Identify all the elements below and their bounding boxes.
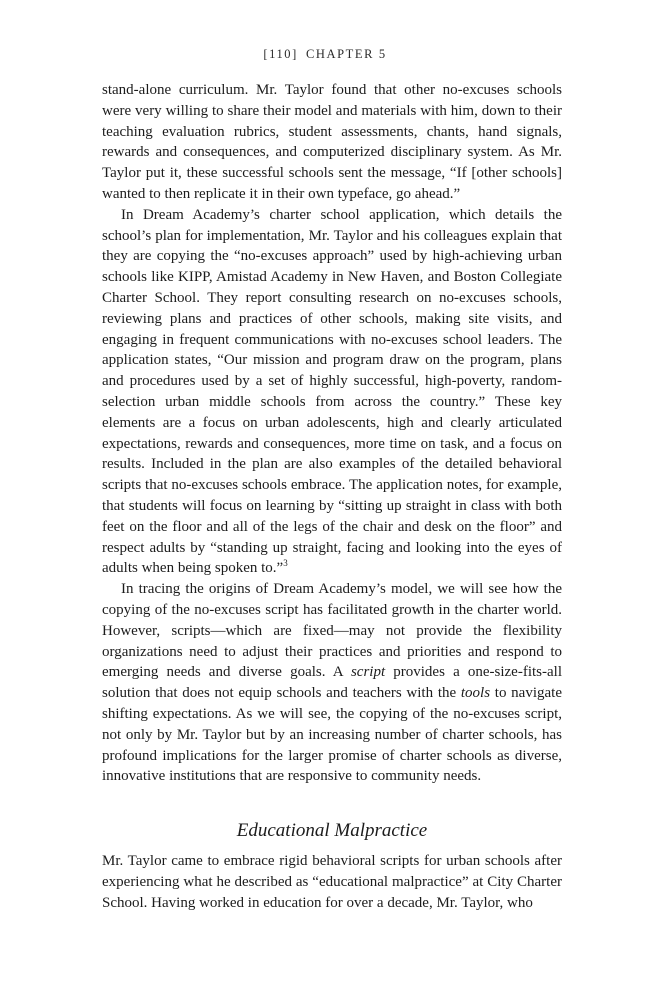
paragraph-4: Mr. Taylor came to embrace rigid behavioral scripts for urban schools after experiencing what he described as “educational malpractice” at City Charter School. Having worked in education for over a decade, Mr. Taylor, who [102,853,562,911]
page-number: [110] [263,47,298,61]
section-heading: Educational Malpractice [236,820,428,842]
paragraph-3-text-c: to navigate shifting expectations. As we will see, the copying of the no-excuses script, not only by Mr. Taylor but by an increasing number of charter schools, has profound implications for the larger promise of charter schools as diverse, innovative institutions that are responsive to community needs. [102,685,562,785]
footnote-marker: 3 [283,558,288,569]
paragraph-3 [102,579,562,787]
paragraph-3-text-a: In tracing the origins of Dream Academy’s model, we will see how the copying of the no-excuses script has facilitated growth in the charter world. However, scripts—which are fixed—may not provide the flexibility organizations need to adjust their practices and priorities and respond to emerging needs and diverse goals. A [102,581,562,681]
running-head [0,47,650,62]
paragraph-2 [102,205,562,579]
chapter-label: CHAPTER 5 [305,47,387,61]
paragraph-3-emphasis-tools: tools [460,685,491,702]
paragraph-3-text-b: provides a one-size-fits-all solution that does not equip schools and teachers with the [102,664,562,702]
paragraph-3-emphasis-script: script [350,664,386,681]
paragraph-2-text: In Dream Academy’s charter school application, which details the school’s plan for implementation, Mr. Taylor and his colleagues explain that they are copying the “no-excuses approach” used by high-achieving urban schools like KIPP, Amistad Academy in New Haven, and Boston Collegiate Charter School. They report consulting research on no-excuses schools, reviewing plans and practices of other schools, making site visits, and engaging in frequent communications with no-excuses school leaders. The application states, “Our mission and program draw on the program, plans and procedures used by a set of highly successful, high-poverty, random-selection urban middle schools from across the country.” These key elements are a focus on urban adolescents, high and clearly articulated expectations, rewards and consequences, more time on task, and a focus on results. Included in the plan are also examples of the detailed behavioral scripts that no-excuses schools embrace. The application notes, for example, that students will focus on learning by “sitting up straight in class with both feet on the floor and all of the legs of the chair and desk on the floor” and respect adults by “standing up straight, facing and looking into the eyes of adults when being spoken to.” [102,206,562,577]
body-text [102,80,562,913]
paragraph-1: stand-alone curriculum. Mr. Taylor found that other no-excuses schools were very willing to share their model and materials with him, down to their teaching evaluation rubrics, student assessments, chants, hand signals, rewards and consequences, and computerized disciplinary system. As Mr. Taylor put it, these successful schools sent the message, “If [other schools] wanted to then replicate it in their own typeface, go ahead.” [102,82,562,202]
